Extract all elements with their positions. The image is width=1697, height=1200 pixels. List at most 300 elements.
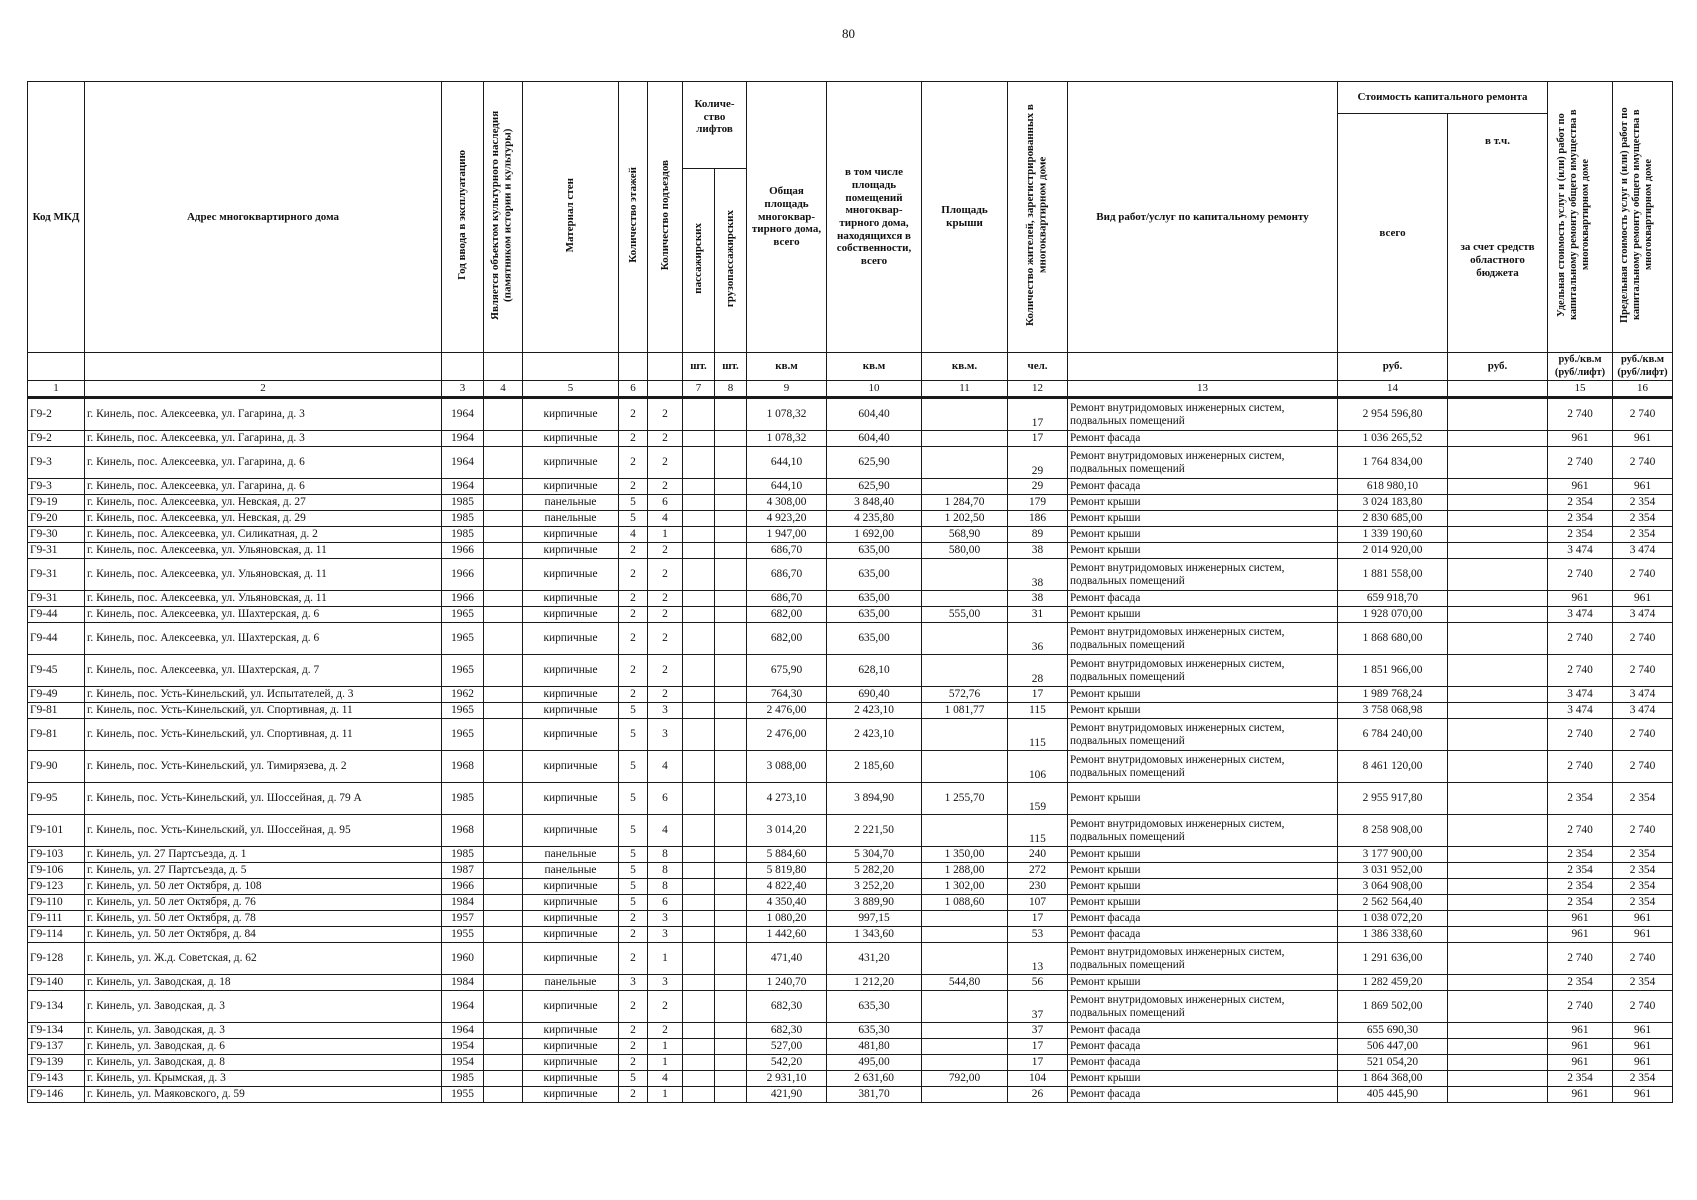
cell-year: 1966 <box>442 879 484 895</box>
cell-owned-area: 997,15 <box>827 911 922 927</box>
cell-work-type: Ремонт внутридомовых инженерных систем, подвальных помещений <box>1068 447 1338 479</box>
cell-cost-region <box>1448 943 1548 975</box>
cell-entrances: 6 <box>648 783 683 815</box>
cell-lifts-passenger <box>683 943 715 975</box>
cell-cost-total: 2 830 685,00 <box>1338 511 1448 527</box>
cell-residents: 107 <box>1008 895 1068 911</box>
cell-year: 1965 <box>442 719 484 751</box>
cell-max-cost: 3 474 <box>1613 687 1673 703</box>
cell-unit-cost: 2 740 <box>1548 559 1613 591</box>
cell-work-type: Ремонт крыши <box>1068 607 1338 623</box>
table-row <box>28 751 1673 783</box>
cell-work-type: Ремонт внутридомовых инженерных систем, подвальных помещений <box>1068 991 1338 1023</box>
cell-lifts-passenger <box>683 607 715 623</box>
cell-address: г. Кинель, пос. Алексеевка, ул. Ульяновская, д. 11 <box>85 559 442 591</box>
cell-owned-area: 381,70 <box>827 1087 922 1103</box>
cell-walls: кирпичные <box>523 991 619 1023</box>
cell-code: Г9-111 <box>28 911 85 927</box>
cell-walls: кирпичные <box>523 431 619 447</box>
cell-walls: кирпичные <box>523 479 619 495</box>
cell-code: Г9-3 <box>28 447 85 479</box>
cell-walls: кирпичные <box>523 943 619 975</box>
cell-owned-area: 5 282,20 <box>827 863 922 879</box>
column-number: 1 <box>28 381 85 398</box>
cell-unit-cost: 2 740 <box>1548 719 1613 751</box>
cell-max-cost: 2 740 <box>1613 623 1673 655</box>
cell-residents: 26 <box>1008 1087 1068 1103</box>
cell-walls: кирпичные <box>523 927 619 943</box>
cell-residents: 17 <box>1008 1055 1068 1071</box>
cell-unit-cost: 2 740 <box>1548 447 1613 479</box>
cell-work-type: Ремонт крыши <box>1068 495 1338 511</box>
cell-walls: панельные <box>523 975 619 991</box>
cell-owned-area: 635,30 <box>827 991 922 1023</box>
cell-entrances: 8 <box>648 879 683 895</box>
cell-roof-area <box>922 911 1008 927</box>
cell-cost-total: 1 282 459,20 <box>1338 975 1448 991</box>
cell-max-cost: 2 354 <box>1613 783 1673 815</box>
cell-lifts-cargo <box>715 655 747 687</box>
table-row <box>28 815 1673 847</box>
cell-total-area: 686,70 <box>747 543 827 559</box>
table-row <box>28 991 1673 1023</box>
cell-entrances: 2 <box>648 447 683 479</box>
cell-entrances: 6 <box>648 895 683 911</box>
cell-roof-area <box>922 1039 1008 1055</box>
cell-total-area: 2 476,00 <box>747 719 827 751</box>
cell-address: г. Кинель, пос. Усть-Кинельский, ул. Тимирязева, д. 2 <box>85 751 442 783</box>
cell-total-area: 1 240,70 <box>747 975 827 991</box>
cell-unit-cost: 2 354 <box>1548 511 1613 527</box>
header-year: Год ввода в эксплуатацию <box>442 82 484 353</box>
cell-roof-area <box>922 1023 1008 1039</box>
cell-code: Г9-44 <box>28 607 85 623</box>
cell-heritage <box>484 927 523 943</box>
cell-code: Г9-81 <box>28 703 85 719</box>
table-row <box>28 479 1673 495</box>
cell-walls: кирпичные <box>523 895 619 911</box>
header-cost-total: всего <box>1338 114 1448 353</box>
cell-heritage <box>484 607 523 623</box>
cell-heritage <box>484 447 523 479</box>
cell-roof-area <box>922 1055 1008 1071</box>
cell-cost-total: 8 461 120,00 <box>1338 751 1448 783</box>
cell-residents: 38 <box>1008 543 1068 559</box>
cell-year: 1964 <box>442 447 484 479</box>
cell-floors: 2 <box>619 623 648 655</box>
cell-lifts-passenger <box>683 927 715 943</box>
cell-year: 1984 <box>442 975 484 991</box>
cell-floors: 2 <box>619 943 648 975</box>
cell-entrances: 2 <box>648 398 683 431</box>
table-row <box>28 495 1673 511</box>
cell-work-type: Ремонт крыши <box>1068 703 1338 719</box>
cell-residents: 37 <box>1008 1023 1068 1039</box>
cell-residents: 272 <box>1008 863 1068 879</box>
table-row <box>28 863 1673 879</box>
cell-lifts-passenger <box>683 719 715 751</box>
cell-residents: 17 <box>1008 687 1068 703</box>
cell-work-type: Ремонт крыши <box>1068 1071 1338 1087</box>
cell-roof-area <box>922 991 1008 1023</box>
cell-total-area: 527,00 <box>747 1039 827 1055</box>
cell-address: г. Кинель, пос. Алексеевка, ул. Гагарина, д. 6 <box>85 479 442 495</box>
header-work: Вид работ/услуг по капитальному ремонту <box>1068 82 1338 353</box>
cell-residents: 28 <box>1008 655 1068 687</box>
cell-cost-region <box>1448 623 1548 655</box>
cell-entrances: 2 <box>648 655 683 687</box>
cell-total-area: 4 350,40 <box>747 895 827 911</box>
cell-cost-region <box>1448 895 1548 911</box>
cell-cost-total: 1 851 966,00 <box>1338 655 1448 687</box>
cell-max-cost: 2 354 <box>1613 847 1673 863</box>
cell-owned-area: 2 423,10 <box>827 703 922 719</box>
cell-max-cost: 3 474 <box>1613 703 1673 719</box>
cell-owned-area: 1 692,00 <box>827 527 922 543</box>
cell-unit-cost: 2 354 <box>1548 495 1613 511</box>
cell-cost-total: 2 954 596,80 <box>1338 398 1448 431</box>
cell-entrances: 2 <box>648 559 683 591</box>
cell-unit-cost: 2 740 <box>1548 815 1613 847</box>
cell-roof-area <box>922 719 1008 751</box>
unit-m2-owned: кв.м <box>827 353 922 381</box>
cell-cost-total: 1 989 768,24 <box>1338 687 1448 703</box>
cell-lifts-cargo <box>715 783 747 815</box>
cell-unit-cost: 3 474 <box>1548 703 1613 719</box>
cell-residents: 29 <box>1008 479 1068 495</box>
cell-residents: 31 <box>1008 607 1068 623</box>
cell-address: г. Кинель, ул. Заводская, д. 3 <box>85 991 442 1023</box>
cell-walls: кирпичные <box>523 783 619 815</box>
cell-residents: 36 <box>1008 623 1068 655</box>
cell-year: 1964 <box>442 398 484 431</box>
cell-owned-area: 1 212,20 <box>827 975 922 991</box>
cell-floors: 4 <box>619 527 648 543</box>
cell-cost-region <box>1448 591 1548 607</box>
cell-cost-total: 1 869 502,00 <box>1338 991 1448 1023</box>
table-row <box>28 655 1673 687</box>
cell-walls: кирпичные <box>523 687 619 703</box>
cell-code: Г9-2 <box>28 431 85 447</box>
cell-address: г. Кинель, ул. 50 лет Октября, д. 76 <box>85 895 442 911</box>
header-address: Адрес многоквартирного дома <box>85 82 442 353</box>
table-row <box>28 559 1673 591</box>
cell-unit-cost: 961 <box>1548 1087 1613 1103</box>
cell-entrances: 2 <box>648 687 683 703</box>
cell-address: г. Кинель, ул. 50 лет Октября, д. 78 <box>85 911 442 927</box>
cell-cost-region <box>1448 879 1548 895</box>
unit-rub-per-m2-b: руб./кв.м (руб/лифт) <box>1613 353 1673 381</box>
cell-lifts-passenger <box>683 398 715 431</box>
cell-max-cost: 2 740 <box>1613 447 1673 479</box>
cell-entrances: 2 <box>648 1023 683 1039</box>
cell-address: г. Кинель, пос. Усть-Кинельский, ул. Спортивная, д. 11 <box>85 719 442 751</box>
cell-max-cost: 2 740 <box>1613 815 1673 847</box>
cell-code: Г9-3 <box>28 479 85 495</box>
cell-total-area: 644,10 <box>747 447 827 479</box>
cell-heritage <box>484 511 523 527</box>
cell-cost-region <box>1448 495 1548 511</box>
cell-residents: 37 <box>1008 991 1068 1023</box>
table-row <box>28 879 1673 895</box>
cell-roof-area <box>922 943 1008 975</box>
cell-entrances: 3 <box>648 719 683 751</box>
table-row <box>28 783 1673 815</box>
cell-heritage <box>484 398 523 431</box>
cell-year: 1964 <box>442 479 484 495</box>
cell-roof-area <box>922 1087 1008 1103</box>
cell-unit-cost: 2 354 <box>1548 975 1613 991</box>
cell-max-cost: 2 354 <box>1613 863 1673 879</box>
cell-heritage <box>484 879 523 895</box>
cell-max-cost: 2 740 <box>1613 719 1673 751</box>
cell-floors: 3 <box>619 975 648 991</box>
cell-work-type: Ремонт внутридомовых инженерных систем, подвальных помещений <box>1068 943 1338 975</box>
header-cost-incl: в т.ч. <box>1448 114 1548 169</box>
cell-roof-area <box>922 927 1008 943</box>
cell-heritage <box>484 751 523 783</box>
cell-work-type: Ремонт фасада <box>1068 591 1338 607</box>
cell-owned-area: 3 894,90 <box>827 783 922 815</box>
cell-entrances: 1 <box>648 943 683 975</box>
cell-floors: 5 <box>619 495 648 511</box>
cell-cost-region <box>1448 607 1548 623</box>
cell-roof-area: 580,00 <box>922 543 1008 559</box>
cell-cost-total: 1 764 834,00 <box>1338 447 1448 479</box>
cell-walls: панельные <box>523 847 619 863</box>
cell-cost-region <box>1448 991 1548 1023</box>
cell-code: Г9-101 <box>28 815 85 847</box>
cell-cost-region <box>1448 687 1548 703</box>
cell-cost-region <box>1448 815 1548 847</box>
cell-lifts-passenger <box>683 911 715 927</box>
cell-year: 1985 <box>442 1071 484 1087</box>
cell-max-cost: 2 354 <box>1613 879 1673 895</box>
cell-walls: кирпичные <box>523 719 619 751</box>
cell-code: Г9-19 <box>28 495 85 511</box>
cell-lifts-cargo <box>715 1087 747 1103</box>
cell-residents: 17 <box>1008 911 1068 927</box>
cell-roof-area: 555,00 <box>922 607 1008 623</box>
unit-pcs-cargo: шт. <box>715 353 747 381</box>
cell-lifts-passenger <box>683 1087 715 1103</box>
cell-unit-cost: 2 354 <box>1548 863 1613 879</box>
cell-unit-cost: 961 <box>1548 591 1613 607</box>
cell-walls: кирпичные <box>523 815 619 847</box>
cell-cost-total: 1 868 680,00 <box>1338 623 1448 655</box>
column-number: 16 <box>1613 381 1673 398</box>
cell-unit-cost: 2 740 <box>1548 398 1613 431</box>
cell-floors: 5 <box>619 751 648 783</box>
column-number: 9 <box>747 381 827 398</box>
cell-roof-area: 1 081,77 <box>922 703 1008 719</box>
cell-total-area: 3 088,00 <box>747 751 827 783</box>
cell-year: 1955 <box>442 927 484 943</box>
cell-work-type: Ремонт крыши <box>1068 527 1338 543</box>
cell-total-area: 4 308,00 <box>747 495 827 511</box>
cell-code: Г9-106 <box>28 863 85 879</box>
cell-heritage <box>484 527 523 543</box>
cell-walls: кирпичные <box>523 879 619 895</box>
cell-floors: 5 <box>619 703 648 719</box>
cell-year: 1965 <box>442 703 484 719</box>
table-row <box>28 687 1673 703</box>
cell-cost-region <box>1448 543 1548 559</box>
cell-lifts-passenger <box>683 543 715 559</box>
cell-heritage <box>484 703 523 719</box>
cell-max-cost: 961 <box>1613 1087 1673 1103</box>
cell-address: г. Кинель, пос. Алексеевка, ул. Гагарина, д. 6 <box>85 447 442 479</box>
cell-unit-cost: 2 354 <box>1548 783 1613 815</box>
table-row <box>28 703 1673 719</box>
cell-heritage <box>484 1055 523 1071</box>
cell-year: 1987 <box>442 863 484 879</box>
cell-code: Г9-134 <box>28 991 85 1023</box>
table-row <box>28 943 1673 975</box>
cell-entrances: 3 <box>648 911 683 927</box>
cell-max-cost: 2 354 <box>1613 975 1673 991</box>
cell-lifts-cargo <box>715 943 747 975</box>
cell-lifts-cargo <box>715 751 747 783</box>
units-row <box>28 353 1673 381</box>
cell-owned-area: 3 889,90 <box>827 895 922 911</box>
cell-walls: кирпичные <box>523 591 619 607</box>
column-number: 6 <box>619 381 648 398</box>
cell-year: 1962 <box>442 687 484 703</box>
cell-residents: 89 <box>1008 527 1068 543</box>
cell-work-type: Ремонт фасада <box>1068 927 1338 943</box>
cell-code: Г9-103 <box>28 847 85 863</box>
cell-floors: 2 <box>619 655 648 687</box>
cell-year: 1968 <box>442 751 484 783</box>
cell-entrances: 2 <box>648 607 683 623</box>
header-cost: Стоимость капитального ремонта <box>1338 82 1548 114</box>
cell-cost-region <box>1448 975 1548 991</box>
column-number: 5 <box>523 381 619 398</box>
cell-lifts-passenger <box>683 847 715 863</box>
cell-total-area: 682,00 <box>747 623 827 655</box>
cell-floors: 2 <box>619 607 648 623</box>
cell-lifts-cargo <box>715 1039 747 1055</box>
cell-year: 1984 <box>442 895 484 911</box>
cell-unit-cost: 3 474 <box>1548 687 1613 703</box>
cell-lifts-cargo <box>715 863 747 879</box>
cell-lifts-passenger <box>683 703 715 719</box>
cell-lifts-passenger <box>683 1039 715 1055</box>
cell-floors: 2 <box>619 911 648 927</box>
column-number: 8 <box>715 381 747 398</box>
header-entrances: Количество подъездов <box>648 82 683 353</box>
cell-total-area: 764,30 <box>747 687 827 703</box>
cell-roof-area: 1 284,70 <box>922 495 1008 511</box>
cell-lifts-cargo <box>715 1071 747 1087</box>
cell-total-area: 682,00 <box>747 607 827 623</box>
cell-address: г. Кинель, пос. Алексеевка, ул. Невская, д. 29 <box>85 511 442 527</box>
header-max-cost: Предельная стоимость услуг и (или) работ по капитальному ремонту общего имущества в многоквартирном доме <box>1613 82 1673 353</box>
cell-address: г. Кинель, пос. Алексеевка, ул. Шахтерская, д. 6 <box>85 607 442 623</box>
cell-unit-cost: 961 <box>1548 1055 1613 1071</box>
cell-owned-area: 690,40 <box>827 687 922 703</box>
cell-year: 1966 <box>442 559 484 591</box>
column-number <box>648 381 683 398</box>
cell-work-type: Ремонт фасада <box>1068 479 1338 495</box>
cell-lifts-cargo <box>715 895 747 911</box>
cell-year: 1985 <box>442 511 484 527</box>
cell-unit-cost: 2 354 <box>1548 1071 1613 1087</box>
cell-total-area: 2 476,00 <box>747 703 827 719</box>
cell-code: Г9-110 <box>28 895 85 911</box>
cell-owned-area: 604,40 <box>827 398 922 431</box>
cell-residents: 179 <box>1008 495 1068 511</box>
cell-unit-cost: 2 354 <box>1548 527 1613 543</box>
cell-address: г. Кинель, ул. 50 лет Октября, д. 84 <box>85 927 442 943</box>
cell-cost-region <box>1448 927 1548 943</box>
cell-max-cost: 961 <box>1613 431 1673 447</box>
cell-total-area: 2 931,10 <box>747 1071 827 1087</box>
cell-floors: 2 <box>619 927 648 943</box>
cell-roof-area <box>922 431 1008 447</box>
cell-cost-total: 3 758 068,98 <box>1338 703 1448 719</box>
cell-floors: 5 <box>619 783 648 815</box>
table-row <box>28 1039 1673 1055</box>
cell-lifts-cargo <box>715 511 747 527</box>
cell-lifts-cargo <box>715 398 747 431</box>
cell-heritage <box>484 1071 523 1087</box>
cell-walls: панельные <box>523 863 619 879</box>
cell-total-area: 682,30 <box>747 1023 827 1039</box>
cell-heritage <box>484 815 523 847</box>
cell-entrances: 2 <box>648 431 683 447</box>
cell-cost-region <box>1448 1055 1548 1071</box>
cell-code: Г9-134 <box>28 1023 85 1039</box>
cell-total-area: 4 923,20 <box>747 511 827 527</box>
cell-owned-area: 628,10 <box>827 655 922 687</box>
cell-entrances: 8 <box>648 863 683 879</box>
cell-cost-region <box>1448 751 1548 783</box>
cell-entrances: 1 <box>648 1055 683 1071</box>
cell-lifts-passenger <box>683 751 715 783</box>
cell-heritage <box>484 559 523 591</box>
cell-walls: кирпичные <box>523 607 619 623</box>
cell-roof-area <box>922 655 1008 687</box>
cell-total-area: 682,30 <box>747 991 827 1023</box>
cell-cost-total: 1 036 265,52 <box>1338 431 1448 447</box>
header-total-area: Общая площадь многоквар- тирного дома, всего <box>747 82 827 353</box>
cell-entrances: 4 <box>648 751 683 783</box>
cell-max-cost: 2 354 <box>1613 1071 1673 1087</box>
cell-residents: 56 <box>1008 975 1068 991</box>
cell-max-cost: 2 740 <box>1613 655 1673 687</box>
table-row <box>28 1055 1673 1071</box>
cell-roof-area <box>922 479 1008 495</box>
cell-residents: 17 <box>1008 398 1068 431</box>
cell-lifts-passenger <box>683 527 715 543</box>
cell-lifts-passenger <box>683 687 715 703</box>
cell-work-type: Ремонт внутридомовых инженерных систем, подвальных помещений <box>1068 623 1338 655</box>
cell-work-type: Ремонт фасада <box>1068 1087 1338 1103</box>
cell-cost-total: 1 928 070,00 <box>1338 607 1448 623</box>
cell-lifts-cargo <box>715 607 747 623</box>
cell-code: Г9-31 <box>28 591 85 607</box>
cell-year: 1964 <box>442 1023 484 1039</box>
cell-lifts-cargo <box>715 879 747 895</box>
cell-floors: 2 <box>619 447 648 479</box>
cell-max-cost: 2 740 <box>1613 559 1673 591</box>
cell-heritage <box>484 479 523 495</box>
cell-max-cost: 961 <box>1613 911 1673 927</box>
cell-total-area: 421,90 <box>747 1087 827 1103</box>
cell-cost-total: 1 339 190,60 <box>1338 527 1448 543</box>
